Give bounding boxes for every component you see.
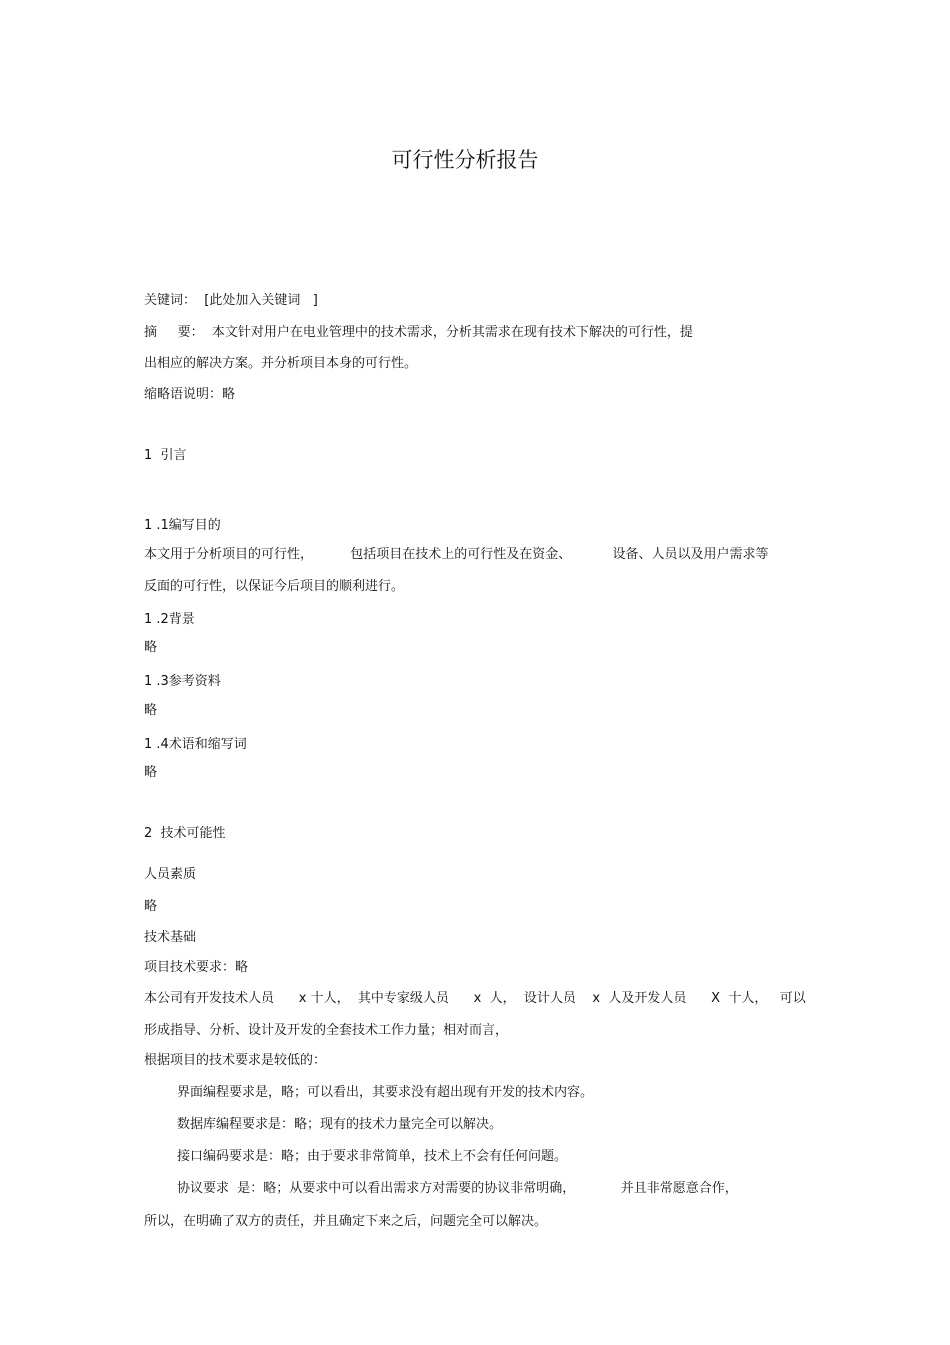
tech-requirement-line: 项目技术要求：略: [144, 960, 249, 975]
section-2-heading: 2 技术可能性: [144, 826, 226, 841]
abstract-line-2: 出相应的解决方案。并分析项目本身的可行性。: [144, 356, 418, 371]
keywords-line: 关键词： [此处加入关键词 ]: [144, 293, 318, 308]
section-1-4-body: 略: [144, 765, 158, 780]
staff-quality-heading: 人员素质: [144, 867, 197, 882]
company-paragraph-line-3: 根据项目的技术要求是较低的：: [144, 1053, 327, 1068]
abstract-line-1: 摘 要： 本文针对用户在电业管理中的技术需求，分析其需求在现有技术下解决的可行性，提: [144, 325, 693, 340]
abbreviation-note: 缩略语说明：略: [144, 387, 236, 402]
section-1-1-paragraph-line-1: 本文用于分析项目的可行性， 包括项目在技术上的可行性及在资金、 设备、人员以及用户需求等: [144, 547, 769, 562]
section-1-4-heading: 1 .4术语和缩写词: [144, 737, 247, 752]
section-1-heading: 1 引言: [144, 448, 187, 463]
document-title: 可行性分析报告: [391, 148, 539, 172]
section-1-2-body: 略: [144, 640, 158, 655]
ui-programming-item: 界面编程要求是，略；可以看出，其要求没有超出现有开发的技术内容。: [177, 1085, 594, 1100]
section-1-3-heading: 1 .3参考资料: [144, 674, 221, 689]
section-1-2-heading: 1 .2背景: [144, 612, 195, 627]
section-1-3-body: 略: [144, 703, 158, 718]
protocol-item-line-2: 所以，在明确了双方的责任，并且确定下来之后，问题完全可以解决。: [144, 1214, 548, 1229]
section-1-1-heading: 1 .1编写目的: [144, 518, 221, 533]
section-1-1-paragraph-line-2: 反面的可行性，以保证今后项目的顺利进行。: [144, 579, 405, 594]
protocol-item-line-1: 协议要求 是：略；从要求中可以看出需求方对需要的协议非常明确， 并且非常愿意合作，: [177, 1181, 738, 1196]
company-paragraph-line-2: 形成指导、分析、设计及开发的全套技术工作力量；相对而言，: [144, 1023, 509, 1038]
company-paragraph-line-1: 本公司有开发技术人员 x 十人， 其中专家级人员 x 人， 设计人员 x 人及开发人员 X 十人， 可以: [144, 991, 806, 1006]
staff-quality-body: 略: [144, 899, 158, 914]
database-programming-item: 数据库编程要求是：略；现有的技术力量完全可以解决。: [177, 1117, 503, 1132]
tech-base-heading: 技术基础: [144, 930, 197, 945]
interface-coding-item: 接口编码要求是：略；由于要求非常简单，技术上不会有任何问题。: [177, 1149, 568, 1164]
